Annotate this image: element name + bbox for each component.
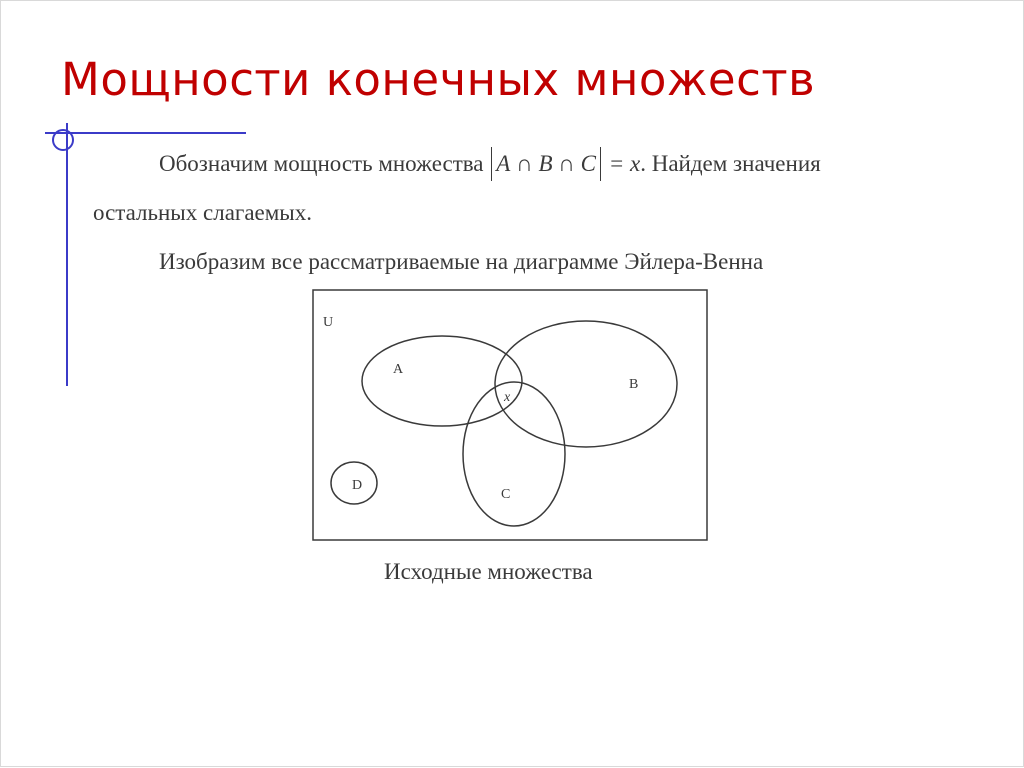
intersection-x-label: x (504, 390, 511, 405)
universe-rectangle (313, 290, 707, 540)
paragraph-line-2: остальных слагаемых. (93, 200, 313, 225)
slide-title: Мощности конечных множеств (61, 53, 816, 106)
formula-set-b: B (538, 151, 553, 176)
diagram-caption: Исходные множества (384, 559, 593, 584)
line1-text-before: Обозначим мощность множества (159, 151, 484, 176)
formula-set-a: A (496, 151, 511, 176)
formula-set-c: C (580, 151, 596, 176)
formula-intersection-2: ∩ (558, 151, 575, 176)
venn-diagram (1, 1, 1024, 768)
set-d-label: D (352, 478, 363, 493)
universe-label: U (323, 315, 334, 330)
line1-text-after: . Найдем значения (640, 151, 821, 176)
formula-rhs: = x (608, 151, 641, 176)
set-c-ellipse (463, 382, 565, 526)
paragraph-line-3: Изобразим все рассматриваемые на диаграмме Эйлера-Венна (159, 249, 764, 274)
set-c-label: C (501, 487, 511, 502)
set-b-label: B (629, 377, 639, 392)
formula-intersection-1: ∩ (516, 151, 533, 176)
set-a-ellipse (362, 336, 522, 426)
set-a-label: A (393, 362, 404, 377)
